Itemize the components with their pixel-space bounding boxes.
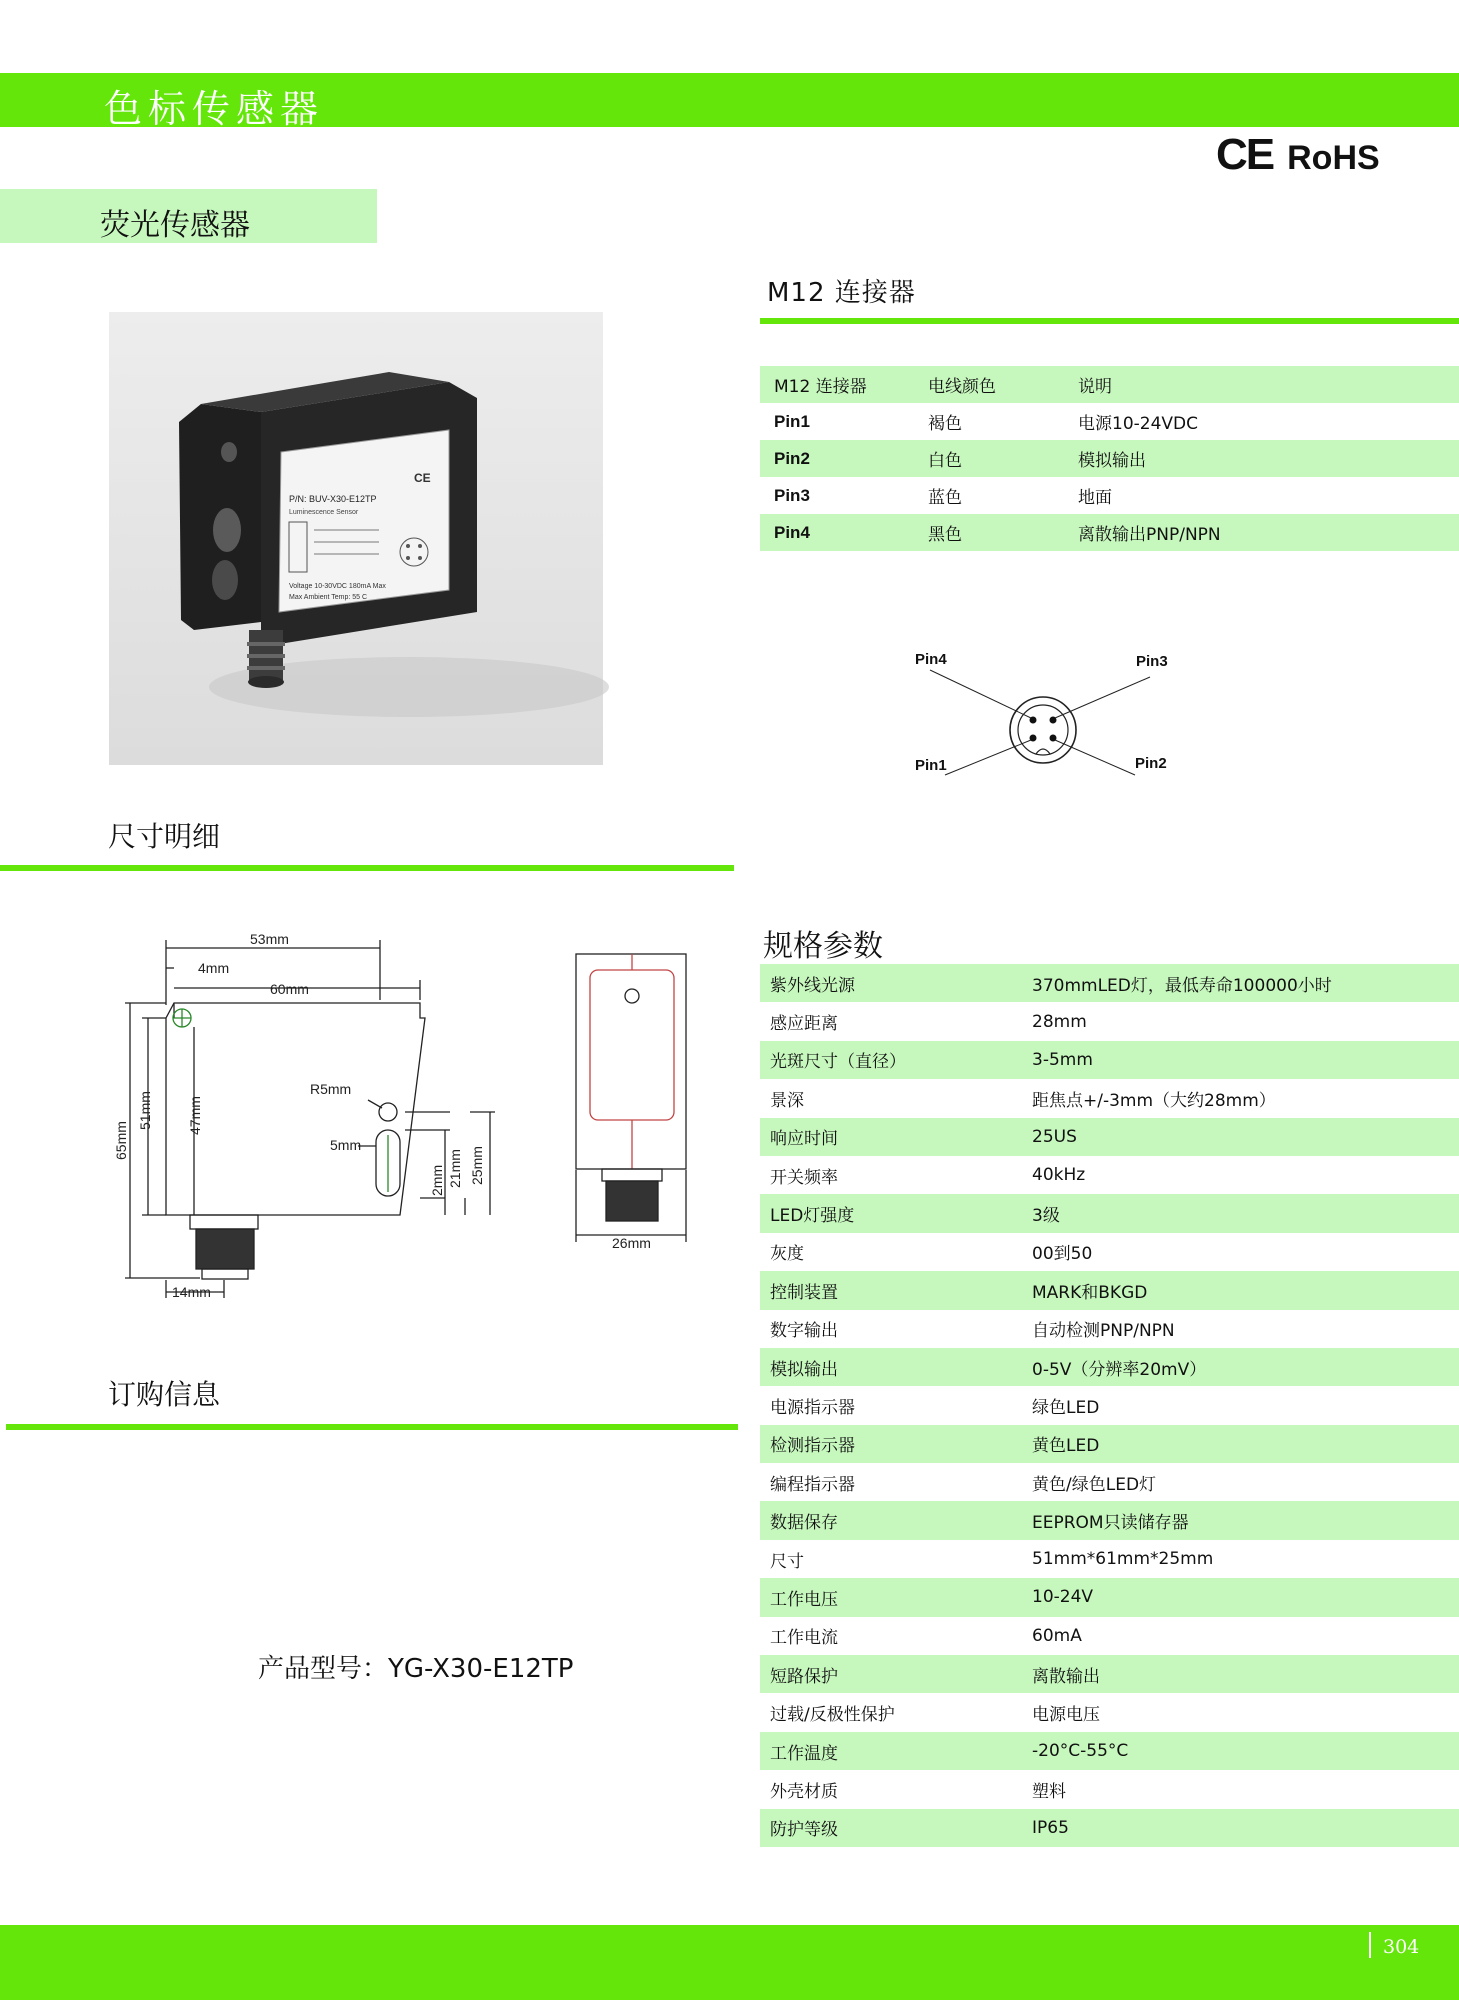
ce-mark: CE	[1216, 130, 1274, 179]
desc-cell: 电源10-24VDC	[1078, 414, 1198, 434]
photo-label-temp: Max Ambient Temp: 55 C	[289, 594, 368, 601]
color-cell: 褐色	[928, 414, 962, 434]
spec-value: 自动检测PNP/NPN	[1032, 1321, 1175, 1342]
spec-value: 离散输出	[1032, 1655, 1459, 1693]
photo-label-ce: CE	[414, 471, 431, 485]
spec-key: 灰度	[770, 1244, 804, 1265]
spec-row	[760, 1271, 1459, 1309]
spec-key: LED灯强度	[760, 1194, 1032, 1232]
spec-value: 3级	[1032, 1194, 1459, 1232]
spec-row	[760, 1386, 1459, 1424]
spec-key: 尺寸	[770, 1551, 804, 1572]
spec-value: 0-5V（分辨率20mV）	[1032, 1348, 1459, 1386]
pin3-label: Pin3	[1136, 653, 1168, 670]
order-title: 订购信息	[108, 1378, 221, 1411]
spec-key: 数字输出	[770, 1321, 838, 1342]
spec-key: 过载/反极性保护	[770, 1705, 895, 1726]
spec-key: 景深	[770, 1090, 804, 1111]
page-separator	[1369, 1932, 1371, 1958]
pin-cell: Pin1	[774, 411, 810, 431]
spec-value: 25US	[1032, 1118, 1459, 1156]
color-cell: 蓝色	[928, 488, 962, 508]
spec-key: 数据保存	[760, 1501, 1032, 1539]
spec-row	[760, 1617, 1459, 1655]
spec-value: 51mm*61mm*25mm	[1032, 1549, 1214, 1570]
spec-row	[760, 1079, 1459, 1117]
desc-cell: 模拟输出	[1064, 440, 1459, 477]
table-row	[760, 440, 1459, 477]
dimensions-title: 尺寸明细	[108, 820, 221, 853]
spec-row	[760, 1463, 1459, 1501]
spec-value: 黄色LED	[1032, 1425, 1459, 1463]
dim-r5: R5mm	[310, 1081, 352, 1097]
spec-key: 工作温度	[760, 1732, 1032, 1770]
spec-key: 感应距离	[770, 1014, 838, 1035]
pin4-label: Pin4	[915, 651, 947, 668]
spec-row	[760, 1501, 1459, 1539]
dim-w60: 60mm	[270, 981, 309, 997]
connector-divider	[760, 318, 1459, 324]
spec-key: 外壳材质	[770, 1781, 838, 1802]
spec-key: 工作电流	[770, 1628, 838, 1649]
spec-key: 检测指示器	[760, 1425, 1032, 1463]
spec-row	[760, 1156, 1459, 1194]
dim-h21: 21mm	[447, 1149, 463, 1188]
spec-key: 防护等级	[760, 1809, 1032, 1847]
photo-label-type: Luminescence Sensor	[289, 509, 359, 516]
product-photo	[109, 312, 603, 765]
pin1-label: Pin1	[915, 757, 947, 774]
spec-row	[760, 1348, 1459, 1386]
dim-w14: 14mm	[172, 1284, 211, 1300]
spec-value: 3-5mm	[1032, 1041, 1459, 1079]
spec-value: -20°C-55°C	[1032, 1732, 1459, 1770]
product-subtitle: 荧光传感器	[100, 208, 250, 243]
model-number: 产品型号：YG-X30-E12TP	[258, 1654, 574, 1684]
spec-row	[760, 1770, 1459, 1808]
spec-value: 电源电压	[1032, 1705, 1100, 1726]
header-cell: M12 连接器	[760, 366, 914, 403]
connector-title: M12 连接器	[767, 278, 916, 308]
spec-value: 60mA	[1032, 1625, 1082, 1646]
photo-label-pn: P/N: BUV-X30-E12TP	[289, 494, 377, 504]
header-cell: 说明	[1064, 366, 1459, 403]
spec-key: 响应时间	[760, 1118, 1032, 1156]
spec-value: 00到50	[1032, 1244, 1093, 1265]
spec-row	[760, 1540, 1459, 1578]
pin-cell: Pin2	[760, 440, 914, 477]
color-cell: 白色	[914, 440, 1064, 477]
spec-value: EEPROM只读储存器	[1032, 1501, 1459, 1539]
dim-h25: 25mm	[469, 1146, 485, 1185]
spec-row	[760, 1002, 1459, 1040]
spec-value: 距焦点+/-3mm（大约28mm）	[1032, 1090, 1276, 1111]
color-cell: 黑色	[914, 514, 1064, 551]
footer-bar	[0, 1925, 1459, 2000]
desc-cell: 地面	[1078, 488, 1112, 508]
dimensions-divider	[0, 865, 734, 871]
spec-value: 28mm	[1032, 1011, 1087, 1032]
spec-key: 控制装置	[760, 1271, 1032, 1309]
spec-row	[760, 1578, 1459, 1616]
dim-h51: 51mm	[137, 1091, 153, 1130]
spec-row	[760, 1655, 1459, 1693]
spec-key: 编程指示器	[770, 1474, 855, 1495]
pin-table	[760, 366, 1459, 551]
spec-key: 模拟输出	[760, 1348, 1032, 1386]
page-title: 色标传感器	[104, 87, 325, 131]
header-cell: 电线颜色	[914, 366, 1064, 403]
pin2-label: Pin2	[1135, 755, 1167, 772]
spec-key: 短路保护	[760, 1655, 1032, 1693]
photo-label-voltage: Voltage 10-30VDC 180mA Max	[289, 583, 386, 590]
spec-key: 光斑尺寸（直径）	[760, 1041, 1032, 1079]
spec-row	[760, 1732, 1459, 1770]
page-number: 304	[1383, 1936, 1420, 1958]
spec-value: 黄色/绿色LED灯	[1032, 1474, 1157, 1495]
spec-value: 10-24V	[1032, 1578, 1459, 1616]
pin-cell: Pin3	[774, 485, 810, 505]
dim-w26: 26mm	[612, 1235, 651, 1251]
dim-d5: 5mm	[330, 1137, 362, 1153]
spec-row	[760, 1233, 1459, 1271]
desc-cell: 离散输出PNP/NPN	[1064, 514, 1459, 551]
certification-marks	[1216, 130, 1380, 180]
spec-value: 绿色LED	[1032, 1397, 1100, 1418]
spec-value: 370mmLED灯，最低寿命100000小时	[1032, 964, 1459, 1002]
spec-row	[760, 1310, 1459, 1348]
spec-row	[760, 1809, 1459, 1847]
table-row	[760, 403, 1459, 440]
pin-diagram	[900, 640, 1180, 794]
spec-value: IP65	[1032, 1809, 1459, 1847]
rohs-mark: RoHS	[1287, 139, 1380, 177]
specs-title: 规格参数	[763, 929, 883, 964]
spec-row	[760, 1118, 1459, 1156]
spec-value: 塑料	[1032, 1781, 1066, 1802]
dim-w4: 4mm	[198, 960, 230, 976]
spec-value: 40kHz	[1032, 1165, 1086, 1186]
table-row	[760, 477, 1459, 514]
spec-row	[760, 1425, 1459, 1463]
spec-key: 紫外线光源	[760, 964, 1032, 1002]
dim-h2: 2mm	[429, 1164, 445, 1196]
table-row	[760, 514, 1459, 551]
table-row	[760, 366, 1459, 403]
dim-w53: 53mm	[250, 931, 289, 947]
spec-table	[760, 964, 1459, 1847]
pin-cell: Pin4	[760, 514, 914, 551]
spec-row	[760, 1693, 1459, 1731]
spec-row	[760, 1041, 1459, 1079]
spec-row	[760, 964, 1459, 1002]
spec-key: 工作电压	[760, 1578, 1032, 1616]
spec-key: 电源指示器	[770, 1397, 855, 1418]
spec-row	[760, 1194, 1459, 1232]
dim-h47: 47mm	[187, 1096, 203, 1135]
dimension-drawing	[113, 930, 710, 1314]
dim-h65: 65mm	[113, 1121, 129, 1160]
spec-key: 开关频率	[770, 1167, 838, 1188]
order-divider	[6, 1424, 738, 1430]
spec-value: MARK和BKGD	[1032, 1271, 1459, 1309]
